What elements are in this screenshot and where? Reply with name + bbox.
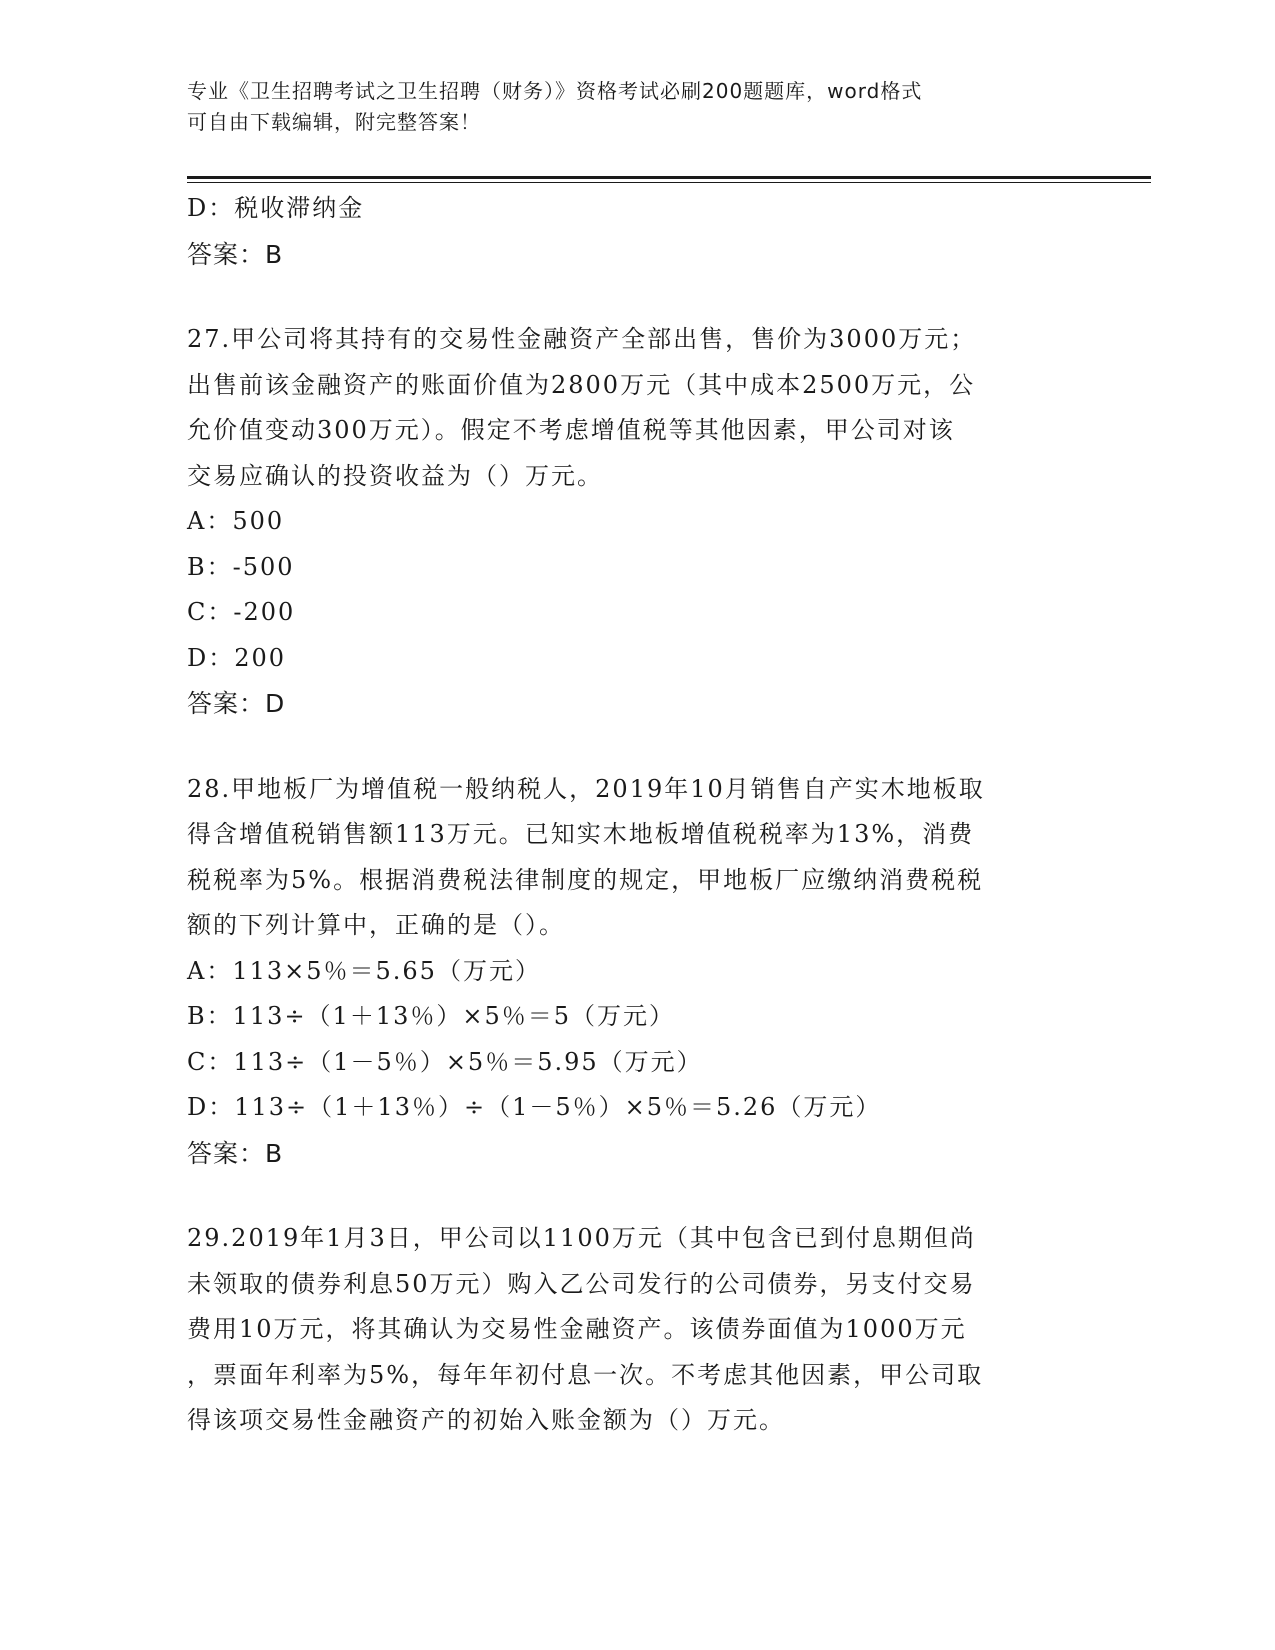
option-a: A：500 [187,507,285,535]
question-text-line: 28.甲地板厂为增值税一般纳税人，2019年10月销售自产实木地板取 [187,774,985,803]
question-28 [187,767,1087,1177]
option-b: B：-500 [187,552,295,581]
question-gap [187,727,1087,767]
header-title-line-1: 专业《卫生招聘考试之卫生招聘（财务）》资格考试必刷200题题库，word格式 [187,79,923,103]
question-text-line: 允价值变动300万元）。假定不考虑增值税等其他因素，甲公司对该 [187,416,955,444]
question-29 [187,1216,1087,1444]
answer: 答案：D [187,689,286,718]
option-b: B：113÷（1＋13％）×5％＝5（万元） [187,1002,676,1030]
question-text-line: ，票面年利率为5%，每年年初付息一次。不考虑其他因素，甲公司取 [187,1360,984,1389]
header-divider-thick [187,176,1151,179]
previous-question-tail [187,186,1087,277]
question-text-line: 费用10万元，将其确认为交易性金融资产。该债券面值为1000万元 [187,1315,967,1343]
question-text-line: 29.2019年1月3日，甲公司以1100万元（其中包含已到付息期但尚 [187,1224,976,1252]
page-header [187,76,1067,138]
answer: 答案：B [187,239,284,269]
question-gap [187,1176,1087,1216]
question-27 [187,317,1087,727]
question-content [187,186,1087,1444]
answer: 答案：B [187,1138,284,1168]
question-text-line: 得该项交易性金融资产的初始入账金额为（）万元。 [187,1406,785,1434]
question-text-line: 得含增值税销售额113万元。已知实木地板增值税税率为13%，消费 [187,820,975,848]
option-d: D：200 [187,643,287,672]
option-a: A：113×5％＝5.65（万元） [187,956,541,985]
question-text-line: 未领取的债券利息50万元）购入乙公司发行的公司债券，另支付交易 [187,1269,976,1298]
option-c: C：-200 [187,598,296,626]
option-c: C：113÷（1－5％）×5％＝5.95（万元） [187,1047,703,1076]
header-title-line-2: 可自由下载编辑，附完整答案！ [187,110,481,134]
header-divider-thin [187,182,1151,183]
question-text-line: 出售前该金融资产的账面价值为2800万元（其中成本2500万元，公 [187,370,976,399]
question-text-line: 交易应确认的投资收益为（）万元。 [187,461,603,490]
question-text-line: 额的下列计算中，正确的是（）。 [187,911,565,939]
question-gap [187,277,1087,317]
question-text-line: 税税率为5%。根据消费税法律制度的规定，甲地板厂应缴纳消费税税 [187,865,984,894]
option-d: D：113÷（1＋13％）÷（1－5％）×5％＝5.26（万元） [187,1093,882,1121]
question-text-line: 27.甲公司将其持有的交易性金融资产全部出售，售价为3000万元； [187,325,977,353]
option-d: D：税收滞纳金 [187,194,365,222]
